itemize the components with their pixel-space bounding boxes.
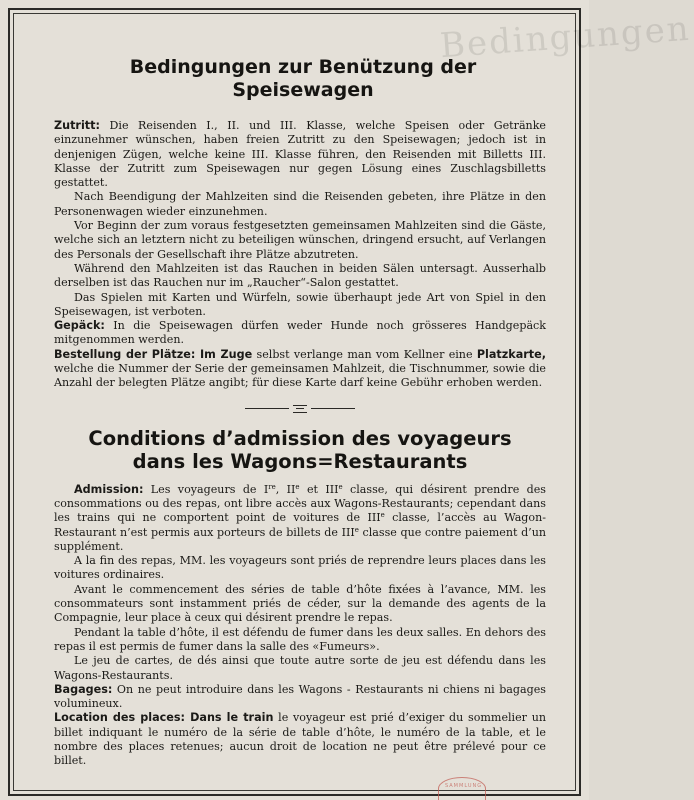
french-title-line-2: dans les Wagons=Restaurants xyxy=(132,449,468,473)
french-paragraph-admission: Admission: Les voyageurs de Ire, IIe et IIIe classe, qui désirent prendre des consommations ou des repas, ont libre accès aux Wagons-Restaurants; cependant dans les trains qui ne comportent point de voitures de IIIe classe, l’accès au Wagon-Restaurant n’est permis aux porteurs de billets de IIIe classe que contre paiement d’un supplément. xyxy=(54,482,546,553)
library-stamp: SAMMLUNG xyxy=(438,777,486,800)
document-content xyxy=(54,56,546,769)
german-paragraph: Vor Beginn der zum voraus festgesetzten gemeinsamen Mahlzeiten sind die Gäste, welche sich an letztern nicht zu beteiligen wünschen, dringend ersucht, auf Verlangen des Personals der Gesellschaft ihre Plätze abzutreten. xyxy=(54,219,546,261)
french-paragraph: Avant le commencement des séries de table d’hôte fixées à l’avance, MM. les consommateurs sont instamment priés de céder, sur la demande des agents de la Compagnie, leur place à ceux qui désirent prendre le repas. xyxy=(54,582,546,625)
german-paragraph: Nach Beendigung der Mahlzeiten sind die Reisenden gebeten, ihre Plätze in den Personenwagen wieder einzunehmen. xyxy=(54,190,546,218)
german-title xyxy=(60,56,546,102)
german-title-line-2: Speisewagen xyxy=(232,79,374,101)
french-paragraph-bagages: Bagages: On ne peut introduire dans les Wagons - Restaurants ni chiens ni bagages volumineux. xyxy=(54,682,546,711)
german-title-line-1: Bedingungen zur Benützung der xyxy=(129,56,477,78)
french-title xyxy=(54,427,546,473)
german-paragraph-gepaeck: Gepäck: In die Speisewagen dürfen weder Hunde noch grösseres Handgepäck mitgenommen werden. xyxy=(54,319,546,347)
german-section xyxy=(54,119,546,391)
german-paragraph: Das Spielen mit Karten und Würfeln, sowie überhaupt jede Art von Spiel in den Speisewagen, ist verboten. xyxy=(54,290,546,318)
french-paragraph: Le jeu de cartes, de dés ainsi que toute autre sorte de jeu est défendu dans les Wagons-Restaurants. xyxy=(54,654,546,682)
french-paragraph: A la fin des repas, MM. les voyageurs sont priés de reprendre leurs places dans les voitures ordinaires. xyxy=(54,554,546,582)
german-paragraph-zutritt: Zutritt: Die Reisenden I., II. und III. Klasse, welche Speisen oder Getränke einzunehmer wünschen, haben freien Zutritt zu den Speisewagen; jedoch ist in denjenigen Zügen, welche keine III. Klasse führen, den Reisenden mit Billetts III. Klasse der Zutritt zum Speisewagen nur gegen Lösung eines Zuschlagsbilletts gestattet. xyxy=(54,119,546,190)
french-section xyxy=(54,483,546,769)
german-paragraph-bestellung: Bestellung der Plätze: Im Zuge selbst verlange man vom Kellner eine Platzkarte, welche die Nummer der Serie der gemeinsamen Mahlzeit, die Tischnummer, sowie die Anzahl der belegten Plätze angibt; für diese Karte darf keine Gebühr erhoben werden. xyxy=(54,347,546,390)
french-paragraph-location: Location des places: Dans le train le voyageur est prié d’exiger du sommelier un billet indiquant le numéro de la série de table d’hôte, le numéro de la table, et le nombre des places retenues; aucun droit de location ne peut être prélevé pour ce billet. xyxy=(54,711,546,768)
german-paragraph: Während den Mahlzeiten ist das Rauchen in beiden Sälen untersagt. Ausserhalb derselben ist das Rauchen nur im „Raucher“-Salon gestattet. xyxy=(54,261,546,290)
french-paragraph: Pendant la table d’hôte, il est défendu de fumer dans les deux salles. En dehors des repas il est permis de fumer dans la salle des «Fumeurs». xyxy=(54,625,546,653)
french-title-line-1: Conditions d’admission des voyageurs xyxy=(88,426,512,450)
ornamental-divider xyxy=(245,404,355,413)
bleed-through-text: Bedingungen xyxy=(438,8,692,67)
